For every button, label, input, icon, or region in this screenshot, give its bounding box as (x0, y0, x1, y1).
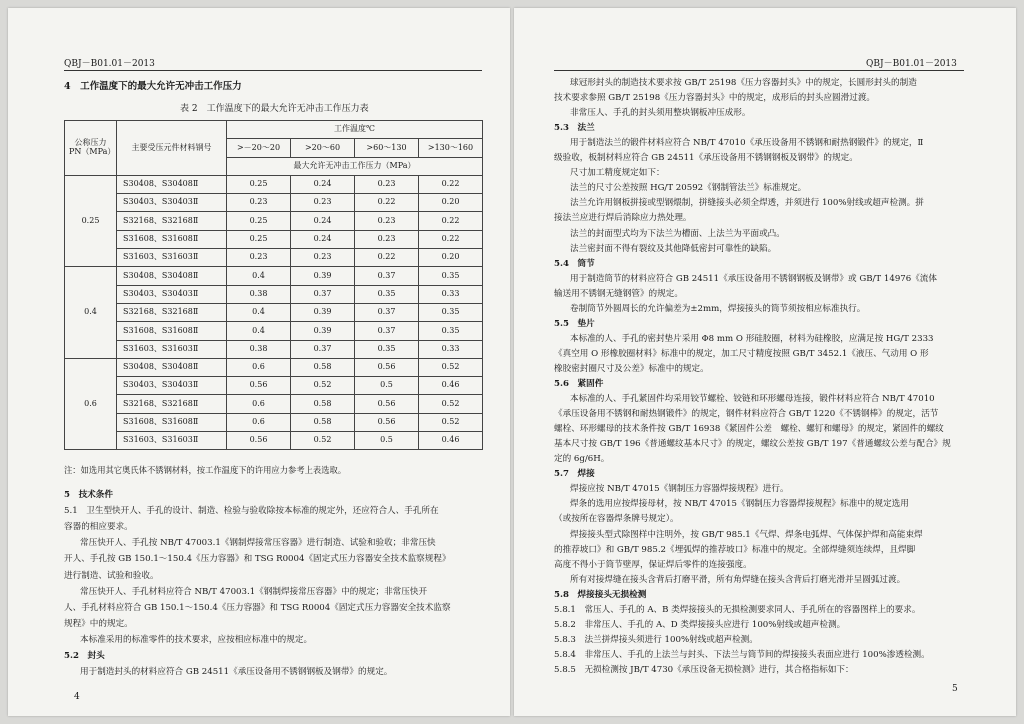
table-row (65, 413, 483, 431)
body-line: 《承压设备用不锈钢和耐热钢锻件》的规定，钢件材料应符合 GB/T 1220《不锈钢棒》的规定，活节 (554, 409, 939, 420)
pressure-cell: 0.46 (419, 377, 483, 395)
pressure-table (64, 120, 483, 450)
table-row (65, 212, 483, 230)
pn-cell: 0.6 (65, 358, 117, 449)
header-pn: 公称压力 PN（MPa） (65, 121, 117, 176)
pressure-cell: 0.25 (227, 230, 291, 248)
body-line: 用于制造法兰的锻件材料应符合 NB/T 47010《承压设备用不锈钢和耐热钢锻件》的规定，Ⅱ (570, 138, 924, 149)
table-row (65, 285, 483, 303)
header-temperature: 工作温度℃ (227, 121, 483, 139)
pressure-cell: 0.37 (291, 340, 355, 358)
body-line: 接法兰应进行焊后消除应力热处理。 (554, 213, 692, 224)
body-line: 用于制造筒节的材料应符合 GB 24511《承压设备用不锈钢钢板及钢带》或 GB/T 14976《流体 (570, 273, 937, 284)
pressure-cell: 0.46 (419, 432, 483, 450)
body-line: 尺寸加工精度规定如下： (570, 168, 665, 179)
body-line: 高度不得小于筒节壁厚，保证焊后零件的连接强度。 (554, 559, 752, 570)
material-cell: S31608、S31608Ⅱ (117, 322, 227, 340)
pressure-cell: 0.23 (355, 175, 419, 193)
body-line: 法兰密封面不得有裂纹及其他降低密封可靠性的缺陷。 (570, 243, 777, 254)
pressure-cell: 0.23 (291, 194, 355, 212)
pressure-cell: 0.39 (291, 303, 355, 321)
pressure-cell: 0.37 (291, 285, 355, 303)
body-line: 5.5 垫片 (554, 318, 595, 329)
body-line: 5 技术条件 (64, 490, 113, 500)
body-line: 螺栓、环形螺母的技术条件按 GB/T 16938《紧固件公差 螺栓、螺钉和螺母》的规定，紧固件的螺纹 (554, 424, 944, 435)
pressure-cell: 0.23 (227, 194, 291, 212)
header-rule-right (554, 70, 964, 71)
pressure-cell: 0.37 (355, 267, 419, 285)
pressure-cell: 0.35 (419, 322, 483, 340)
header-rule-left (64, 70, 482, 71)
body-line: 5.8.3 法兰拼焊接头须进行 100%射线或超声检测。 (554, 634, 758, 645)
body-line: 本标准的人、手孔的密封垫片采用 Φ8 mm O 形硅胶圈，材料为硅橡胶，应满足按 HG/T 2333 (570, 333, 934, 344)
body-line: 焊接应按 NB/T 47015《钢制压力容器焊接规程》进行。 (570, 484, 789, 495)
body-line: 5.1 卫生型快开人、手孔的设计、制造、检验与验收除按本标准的规定外，还应符合人、手孔所在 (64, 506, 439, 517)
pressure-cell: 0.58 (291, 413, 355, 431)
page-number-right: 5 (952, 684, 958, 694)
pressure-cell: 0.6 (227, 413, 291, 431)
material-cell: S30403、S30403Ⅱ (117, 377, 227, 395)
table-row (65, 340, 483, 358)
pressure-cell: 0.20 (419, 249, 483, 267)
body-line: 非常压人、手孔的封头须用整块钢板冲压成形。 (570, 108, 751, 119)
pressure-cell: 0.56 (355, 395, 419, 413)
pressure-cell: 0.6 (227, 358, 291, 376)
body-line: 球冠形封头的制造技术要求按 GB/T 25198《压力容器封头》中的规定，长圆形封头的制造 (570, 78, 917, 88)
pressure-cell: 0.52 (419, 358, 483, 376)
material-cell: S32168、S32168Ⅱ (117, 303, 227, 321)
body-line: 5.2 封头 (64, 651, 105, 661)
table-row (65, 303, 483, 321)
pressure-cell: 0.52 (419, 395, 483, 413)
pressure-cell: 0.24 (291, 212, 355, 230)
body-line: 5.8.2 非常压人、手孔的 A、D 类焊接接头应进行 100%射线或超声检测。 (554, 619, 846, 630)
body-line: 卷制筒节外圆周长的允许偏差为±2mm，焊接接头的筒节须按相应标准执行。 (570, 303, 866, 314)
pressure-cell: 0.22 (419, 175, 483, 193)
pressure-cell: 0.56 (227, 377, 291, 395)
pressure-cell: 0.58 (291, 358, 355, 376)
material-cell: S32168、S32168Ⅱ (117, 212, 227, 230)
pressure-cell: 0.24 (291, 230, 355, 248)
material-cell: S30408、S30408Ⅱ (117, 267, 227, 285)
table-row (65, 249, 483, 267)
right-page (514, 8, 1016, 716)
pressure-cell: 0.5 (355, 432, 419, 450)
table-row (65, 432, 483, 450)
body-line: 法兰的尺寸公差按照 HG/T 20592《钢制管法兰》标准规定。 (570, 183, 807, 194)
material-cell: S31608、S31608Ⅱ (117, 413, 227, 431)
body-line: 焊条的选用应按焊接母材，按 NB/T 47015《钢制压力容器焊接规程》标准中的规定选用 (570, 499, 909, 510)
pressure-cell: 0.33 (419, 285, 483, 303)
pressure-cell: 0.25 (227, 175, 291, 193)
pressure-cell: 0.37 (355, 322, 419, 340)
body-line: 橡胶密封圈尺寸及公差》标准中的规定。 (554, 363, 709, 374)
material-cell: S31608、S31608Ⅱ (117, 230, 227, 248)
pressure-cell: 0.35 (419, 267, 483, 285)
body-line: 5.8.4 非常压人、手孔的上法兰与封头、下法兰与筒节间的焊接接头表面应进行 100%渗透检测。 (554, 649, 930, 660)
body-line: 常压快开人、手孔材料应符合 NB/T 47003.1《钢制焊接常压容器》中的规定；非常压快开 (80, 586, 428, 597)
header-material: 主要受压元件材料钢号 (117, 121, 227, 176)
body-line: 级验收，板制材料应符合 GB 24511《承压设备用不锈钢钢板及钢带》的规定。 (554, 153, 858, 164)
body-line: 5.8.1 常压人、手孔的 A、B 类焊接接头的无损检测要求同人、手孔所在的容器图样上的要求。 (554, 604, 921, 615)
pressure-cell: 0.39 (291, 267, 355, 285)
material-cell: S30408、S30408Ⅱ (117, 175, 227, 193)
page-number-left: 4 (74, 692, 80, 702)
material-cell: S31603、S31603Ⅱ (117, 249, 227, 267)
pressure-cell: 0.37 (355, 303, 419, 321)
body-line: 人、手孔材料应符合 GB 150.1～150.4《压力容器》和 TSG R0004《固定式压力容器安全技术监察 (64, 602, 451, 613)
pn-cell: 0.25 (65, 175, 117, 266)
body-line: 基本尺寸按 GB/T 196《普通螺纹基本尺寸》的规定，螺纹公差按 GB/T 197《普通螺纹公差与配合》规 (554, 439, 951, 450)
pressure-cell: 0.52 (291, 432, 355, 450)
material-cell: S31603、S31603Ⅱ (117, 340, 227, 358)
pressure-cell: 0.35 (355, 285, 419, 303)
pressure-cell: 0.58 (291, 395, 355, 413)
body-line: 5.8 焊接接头无损检测 (554, 589, 647, 600)
body-line: （或按所在容器焊条牌号规定）。 (554, 514, 679, 525)
temp-range: >130～160 (419, 139, 483, 157)
body-line: 焊接接头型式除图样中注明外，按 GB/T 985.1《气焊、焊条电弧焊、气体保护焊和高能束焊 (570, 529, 923, 540)
body-line: 5.6 紧固件 (554, 379, 604, 389)
pressure-cell: 0.39 (291, 322, 355, 340)
body-line: 规程》中的规定。 (64, 618, 133, 629)
pressure-cell: 0.6 (227, 395, 291, 413)
body-line: 5.3 法兰 (554, 123, 595, 134)
pressure-cell: 0.33 (419, 340, 483, 358)
body-line: 法兰允许用钢板拼接或型钢煨制，拼缝接头必须全焊透，并须进行 100%射线或超声检测。拼 (570, 198, 924, 209)
body-line: 的推荐坡口》和 GB/T 985.2《埋弧焊的推荐坡口》标准中的规定。全部焊缝须连续焊，且焊脚 (554, 544, 916, 555)
body-line: 5.4 筒节 (554, 258, 595, 269)
table-note: 注：如选用其它奥氏体不锈钢材料，按工作温度下的许用应力参考上表选取。 (64, 465, 347, 475)
pressure-cell: 0.22 (419, 212, 483, 230)
body-line: 本标准的人、手孔紧固件均采用铰节螺栓、铰链和环形螺母连接，锻件材料应符合 NB/T 47010 (570, 394, 935, 405)
pressure-cell: 0.5 (355, 377, 419, 395)
body-line: 技术要求参照 GB/T 25198《压力容器封头》中的规定，成形后的封头应圆滑过渡。 (554, 93, 876, 104)
pressure-cell: 0.56 (227, 432, 291, 450)
pressure-cell: 0.25 (227, 212, 291, 230)
material-cell: S32168、S32168Ⅱ (117, 395, 227, 413)
body-line: 5.8.5 无损检测按 JB/T 4730《承压设备无损检测》进行，其合格指标如下： (554, 664, 854, 675)
table-row (65, 194, 483, 212)
pressure-cell: 0.20 (419, 194, 483, 212)
body-line: 开人、手孔按 GB 150.1～150.4《压力容器》和 TSG R0004《固定式压力容器安全技术监察规程》 (64, 554, 451, 565)
pressure-cell: 0.22 (419, 230, 483, 248)
pressure-cell: 0.23 (291, 249, 355, 267)
pressure-cell: 0.4 (227, 303, 291, 321)
pressure-cell: 0.23 (227, 249, 291, 267)
temp-range: >60～130 (355, 139, 419, 157)
body-line: 输送用不锈钢无缝钢管》的规定。 (554, 288, 683, 299)
material-cell: S30408、S30408Ⅱ (117, 358, 227, 376)
body-line: 容器的相应要求。 (64, 522, 133, 533)
pressure-cell: 0.4 (227, 322, 291, 340)
table-row (65, 175, 483, 193)
pressure-cell: 0.56 (355, 413, 419, 431)
material-cell: S30403、S30403Ⅱ (117, 285, 227, 303)
body-line: 本标准采用的标准零件的技术要求，应按相应标准中的规定。 (80, 634, 313, 645)
temp-range: >20～60 (291, 139, 355, 157)
pressure-cell: 0.22 (355, 194, 419, 212)
pressure-cell: 0.23 (355, 212, 419, 230)
table-row (65, 395, 483, 413)
table-row (65, 377, 483, 395)
table-row (65, 230, 483, 248)
page-header-right: QBJ－B01.01－2013 (866, 59, 957, 69)
section-title: 4 工作温度下的最大允许无冲击工作压力 (64, 81, 242, 92)
pressure-cell: 0.56 (355, 358, 419, 376)
pressure-cell: 0.35 (419, 303, 483, 321)
table-row (65, 322, 483, 340)
pressure-cell: 0.24 (291, 175, 355, 193)
body-line: 5.7 焊接 (554, 469, 595, 480)
table-row (65, 358, 483, 376)
page-header-left: QBJ－B01.01－2013 (64, 59, 155, 69)
body-line: 法兰的封面型式均为下法兰为槽面、上法兰为平面或凸。 (570, 228, 785, 239)
table-row (65, 267, 483, 285)
pn-cell: 0.4 (65, 267, 117, 358)
pressure-cell: 0.22 (355, 249, 419, 267)
body-line: 进行制造、试验和验收。 (64, 570, 159, 581)
pressure-cell: 0.38 (227, 285, 291, 303)
pressure-cell: 0.4 (227, 267, 291, 285)
body-line: 常压快开人、手孔按 NB/T 47003.1《钢制焊接常压容器》进行制造、试验和验收；非常压快 (80, 538, 436, 549)
left-page (8, 8, 510, 716)
header-pressure: 最大允许无冲击工作压力（MPa） (227, 157, 483, 175)
pressure-cell: 0.38 (227, 340, 291, 358)
body-line: 《真空用 O 形橡胶圈材料》标准中的规定，加工尺寸精度按照 GB/T 3452.1《液压、气动用 O 形 (554, 348, 929, 359)
body-line: 用于制造封头的材料应符合 GB 24511《承压设备用不锈钢钢板及钢带》的规定。 (80, 667, 393, 678)
pressure-cell: 0.52 (291, 377, 355, 395)
pressure-cell: 0.23 (355, 230, 419, 248)
material-cell: S31603、S31603Ⅱ (117, 432, 227, 450)
pressure-cell: 0.52 (419, 413, 483, 431)
material-cell: S30403、S30403Ⅱ (117, 194, 227, 212)
body-line: 所有对接焊缝在接头含背后打磨平滑，所有角焊缝在接头含背后打磨光滑并呈圆弧过渡。 (570, 574, 906, 585)
pressure-cell: 0.35 (355, 340, 419, 358)
table-caption: 表 2 工作温度下的最大允许无冲击工作压力表 (180, 104, 369, 114)
temp-range: >－20～20 (227, 139, 291, 157)
body-line: 定的 6g/6H。 (554, 454, 610, 465)
